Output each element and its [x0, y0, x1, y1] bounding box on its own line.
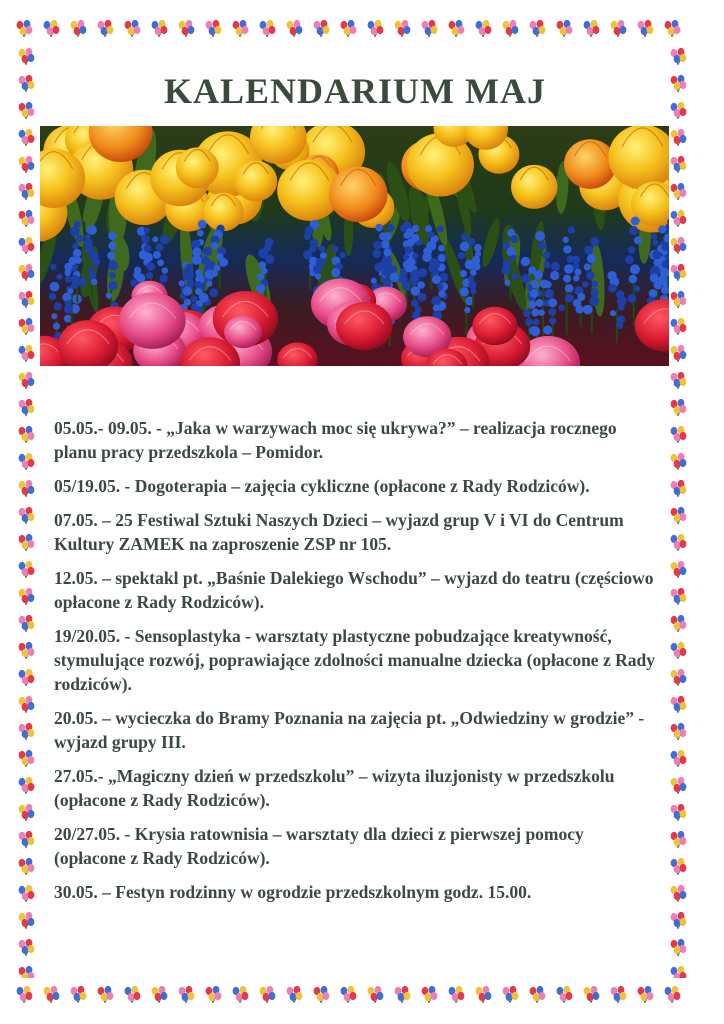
balloon-icon: [671, 561, 687, 578]
balloon-icon: [19, 426, 35, 443]
balloon-icon: [557, 986, 573, 1003]
balloon-icon: [98, 986, 114, 1003]
event-item: 19/20.05. - Sensoplastyka - warsztaty plastyczne pobudzające kreatywność, stymulujące rozwój, poprawiające zdolności manualne dziecka (opłacone z Rady rodziców).: [54, 626, 655, 694]
balloon-icon: [287, 986, 303, 1003]
balloon-icon: [671, 345, 687, 362]
balloon-border-left: [10, 46, 42, 978]
balloon-icon: [422, 20, 438, 37]
balloon-icon: [19, 966, 35, 978]
balloon-icon: [665, 20, 681, 37]
balloon-icon: [19, 507, 35, 524]
balloon-icon: [19, 804, 35, 821]
balloon-icon: [671, 75, 687, 92]
balloon-icon: [671, 804, 687, 821]
balloon-icon: [19, 453, 35, 470]
balloon-icon: [19, 858, 35, 875]
balloon-icon: [671, 264, 687, 281]
balloon-icon: [671, 642, 687, 659]
balloon-icon: [19, 291, 35, 308]
balloon-icon: [368, 986, 384, 1003]
balloon-icon: [19, 183, 35, 200]
balloon-icon: [671, 777, 687, 794]
balloon-border-bottom: [14, 978, 688, 1010]
balloon-icon: [44, 20, 60, 37]
balloon-icon: [19, 210, 35, 227]
balloon-icon: [19, 318, 35, 335]
balloon-icon: [17, 20, 33, 37]
balloon-icon: [19, 237, 35, 254]
balloon-icon: [671, 480, 687, 497]
balloon-icon: [125, 20, 141, 37]
event-item: 20/27.05. - Krysia ratownisia – warsztaty dla dzieci z pierwszej pomocy (opłacone z Rady Rodziców).: [54, 824, 584, 868]
balloon-icon: [179, 20, 195, 37]
balloon-icon: [19, 750, 35, 767]
balloon-icon: [206, 20, 222, 37]
balloon-icon: [206, 986, 222, 1003]
balloon-icon: [71, 20, 87, 37]
balloon-icon: [671, 939, 687, 956]
event-item: 20.05. – wycieczka do Bramy Poznania na zajęcia pt. „Odwiedziny w grodzie” - wyjazd grupy III.: [54, 708, 645, 752]
balloon-icon: [671, 237, 687, 254]
balloon-icon: [19, 480, 35, 497]
balloon-icon: [671, 291, 687, 308]
balloon-icon: [19, 696, 35, 713]
balloon-icon: [671, 372, 687, 389]
balloon-icon: [671, 966, 687, 978]
balloon-icon: [671, 210, 687, 227]
balloon-icon: [530, 986, 546, 1003]
balloon-icon: [19, 642, 35, 659]
balloon-icon: [671, 129, 687, 146]
balloon-icon: [671, 318, 687, 335]
balloon-icon: [19, 156, 35, 173]
balloon-icon: [671, 615, 687, 632]
balloon-icon: [611, 20, 627, 37]
balloon-icon: [19, 345, 35, 362]
balloon-icon: [260, 20, 276, 37]
balloon-border-top: [14, 14, 688, 46]
balloon-icon: [19, 534, 35, 551]
balloon-icon: [671, 507, 687, 524]
balloon-icon: [260, 986, 276, 1003]
balloon-icon: [341, 986, 357, 1003]
balloon-icon: [449, 986, 465, 1003]
balloon-icon: [449, 20, 465, 37]
balloon-icon: [17, 986, 33, 1003]
balloon-icon: [19, 75, 35, 92]
balloon-icon: [19, 129, 35, 146]
balloon-icon: [671, 453, 687, 470]
balloon-icon: [671, 588, 687, 605]
event-item: 07.05. – 25 Festiwal Sztuki Naszych Dzieci – wyjazd grup V i VI do Centrum Kultury ZAMEK na zaproszenie ZSP nr 105.: [54, 510, 624, 554]
balloon-icon: [671, 48, 687, 65]
balloon-icon: [395, 986, 411, 1003]
balloon-icon: [671, 723, 687, 740]
balloon-icon: [19, 102, 35, 119]
balloon-icon: [671, 858, 687, 875]
balloon-icon: [671, 750, 687, 767]
balloon-icon: [19, 615, 35, 632]
balloon-icon: [125, 986, 141, 1003]
balloon-icon: [233, 20, 249, 37]
balloon-icon: [19, 561, 35, 578]
balloon-icon: [19, 48, 35, 65]
flower-field-illustration: [40, 126, 669, 366]
balloon-icon: [19, 669, 35, 686]
balloon-icon: [341, 20, 357, 37]
balloon-icon: [584, 20, 600, 37]
event-item: 30.05. – Festyn rodzinny w ogrodzie przedszkolnym godz. 15.00.: [54, 882, 532, 902]
balloon-icon: [671, 912, 687, 929]
balloon-icon: [671, 156, 687, 173]
balloon-icon: [19, 723, 35, 740]
balloon-icon: [152, 20, 168, 37]
balloon-icon: [19, 264, 35, 281]
event-item: 27.05.- „Magiczny dzień w przedszkolu” – wizyta iluzjonisty w przedszkolu (opłacone z Rady Rodziców).: [54, 766, 615, 810]
balloon-icon: [19, 588, 35, 605]
balloon-icon: [395, 20, 411, 37]
balloon-icon: [671, 534, 687, 551]
event-item: 05.05.- 09.05. - „Jaka w warzywach moc się ukrywa?” – realizacja rocznego planu pracy przedszkola – Pomidor.: [54, 418, 617, 462]
balloon-icon: [476, 20, 492, 37]
balloon-icon: [665, 986, 681, 1003]
balloon-icon: [671, 696, 687, 713]
balloon-icon: [44, 986, 60, 1003]
balloon-icon: [71, 986, 87, 1003]
balloon-icon: [314, 20, 330, 37]
balloon-icon: [671, 831, 687, 848]
balloon-icon: [179, 986, 195, 1003]
tulips-and-hyacinths-photo: [40, 126, 669, 366]
balloon-icon: [638, 986, 654, 1003]
event-item: 12.05. – spektakl pt. „Baśnie Dalekiego Wschodu” – wyjazd do teatru (częściowo opłacone z Rady Rodziców).: [54, 568, 654, 612]
balloon-icon: [422, 986, 438, 1003]
event-list: [54, 416, 660, 914]
balloon-icon: [19, 777, 35, 794]
balloon-icon: [287, 20, 303, 37]
balloon-icon: [503, 20, 519, 37]
balloon-icon: [671, 102, 687, 119]
balloon-icon: [584, 986, 600, 1003]
balloon-icon: [671, 885, 687, 902]
balloon-icon: [503, 986, 519, 1003]
balloon-icon: [476, 986, 492, 1003]
balloon-icon: [671, 183, 687, 200]
balloon-icon: [671, 426, 687, 443]
balloon-icon: [19, 831, 35, 848]
balloon-icon: [530, 20, 546, 37]
balloon-icon: [19, 885, 35, 902]
balloon-icon: [98, 20, 114, 37]
balloon-icon: [314, 986, 330, 1003]
balloon-icon: [638, 20, 654, 37]
balloon-icon: [19, 939, 35, 956]
balloon-icon: [233, 986, 249, 1003]
balloon-icon: [19, 399, 35, 416]
balloon-icon: [671, 399, 687, 416]
balloon-icon: [152, 986, 168, 1003]
balloon-icon: [611, 986, 627, 1003]
balloon-icon: [368, 20, 384, 37]
page-title: KALENDARIUM MAJ: [164, 71, 546, 111]
balloon-icon: [671, 669, 687, 686]
balloon-icon: [19, 912, 35, 929]
balloon-icon: [19, 372, 35, 389]
event-item: 05/19.05. - Dogoterapia – zajęcia cykliczne (opłacone z Rady Rodziców).: [54, 476, 590, 496]
balloon-icon: [557, 20, 573, 37]
